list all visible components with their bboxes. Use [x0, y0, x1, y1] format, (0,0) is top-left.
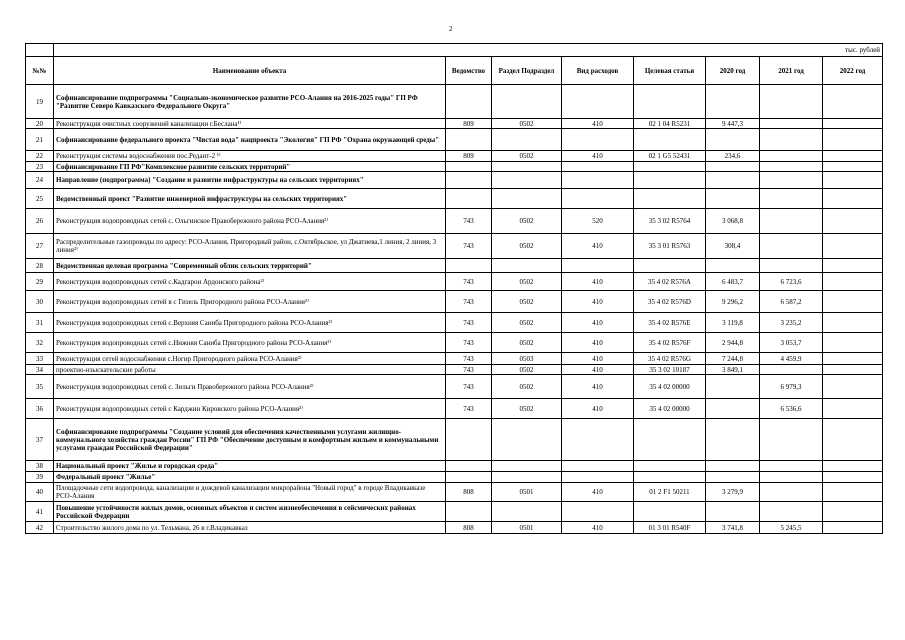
- department: [446, 162, 492, 172]
- table-row: [26, 189, 883, 209]
- department: 743: [446, 291, 492, 313]
- target-article: 35 3 02 10187: [634, 365, 706, 375]
- header-num: №№: [26, 57, 54, 85]
- object-name: Реконструкция водопроводных сетей в с Гизель Пригородного района РСО-Алания²⁾: [54, 291, 446, 313]
- target-article: [634, 129, 706, 151]
- value-2020: 3 741,8: [706, 522, 760, 534]
- value-2021: 6 723,6: [760, 273, 823, 291]
- expense-type: 410: [562, 375, 634, 399]
- header-expense-type: Вид расходов: [562, 57, 634, 85]
- section: 0501: [492, 483, 562, 502]
- object-name: Распределительные газопроводы по адресу: РСО-Алания, Пригородный район, с.Октябрьское, ул Джатиева,1 линия, 2 линия, 3 линия²⁾: [54, 234, 446, 259]
- department: 743: [446, 375, 492, 399]
- value-2020: 308,4: [706, 234, 760, 259]
- target-article: 02 1 04 R5231: [634, 119, 706, 129]
- department: [446, 172, 492, 189]
- section: [492, 162, 562, 172]
- target-article: 35 3 02 R5764: [634, 209, 706, 234]
- table-row: [26, 234, 883, 259]
- table-row: [26, 365, 883, 375]
- value-2020: [706, 259, 760, 273]
- target-article: [634, 172, 706, 189]
- header-dept: Ведомство: [446, 57, 492, 85]
- value-2020: 3 849,1: [706, 365, 760, 375]
- section: 0502: [492, 375, 562, 399]
- value-2020: 3 279,9: [706, 483, 760, 502]
- header-name: Наименование объекта: [54, 57, 446, 85]
- value-2022: [823, 419, 883, 461]
- table-row: [26, 162, 883, 172]
- target-article: 35 4 02 R576A: [634, 273, 706, 291]
- object-name: проектно-изыскательские работы: [54, 365, 446, 375]
- table-row: [26, 502, 883, 522]
- object-name: Софинансирование подпрограммы "Социально-экономическое развитие РСО-Алания на 2016-2025 годы" ГП РФ "Развитие Северо Кавказского Федерального Округа": [54, 85, 446, 119]
- row-number: 25: [26, 189, 54, 209]
- value-2022: [823, 365, 883, 375]
- row-number: 30: [26, 291, 54, 313]
- value-2022: [823, 259, 883, 273]
- value-2020: 3 068,8: [706, 209, 760, 234]
- target-article: 35 4 02 00000: [634, 375, 706, 399]
- row-number: 26: [26, 209, 54, 234]
- value-2021: [760, 85, 823, 119]
- object-name: Реконструкция сетей водоснабжения с.Ногир Пригородного района РСО-Алания²⁾: [54, 353, 446, 365]
- target-article: 35 4 02 R576F: [634, 333, 706, 353]
- header-2021: 2021 год: [760, 57, 823, 85]
- table-body: [26, 85, 883, 534]
- expense-type: 410: [562, 483, 634, 502]
- department: 809: [446, 119, 492, 129]
- value-2022: [823, 353, 883, 365]
- table-row: [26, 151, 883, 162]
- table-row: [26, 353, 883, 365]
- value-2020: [706, 419, 760, 461]
- row-number: 40: [26, 483, 54, 502]
- value-2022: [823, 472, 883, 483]
- object-name: Реконструкция водопроводных сетей с.Нижняя Саниба Пригородного района РСО-Алания²⁾: [54, 333, 446, 353]
- section: 0502: [492, 333, 562, 353]
- section: 0502: [492, 365, 562, 375]
- section: [492, 85, 562, 119]
- expense-type: [562, 162, 634, 172]
- table-row: [26, 483, 883, 502]
- row-number: 37: [26, 419, 54, 461]
- object-name: Реконструкция водопроводных сетей с. Ольгинское Правобережного района РСО-Алания²⁾: [54, 209, 446, 234]
- value-2021: 6 587,2: [760, 291, 823, 313]
- object-name: Софинансирование ГП РФ"Комплексное развитие сельских территорий": [54, 162, 446, 172]
- object-name: Софинансирование подпрограммы "Создание условий для обеспечения качественными услугами жилищно-коммунального хозяйства граждан России" ГП РФ "Обеспечение доступным и комфортным жильем и коммунальными услугами граждан Российской Федерации": [54, 419, 446, 461]
- target-article: 02 1 G5 52431: [634, 151, 706, 162]
- value-2022: [823, 209, 883, 234]
- object-name: Реконструкция очистных сооружений канализации г.Беслана¹⁾: [54, 119, 446, 129]
- expense-type: 410: [562, 234, 634, 259]
- object-name: Реконструкция водопроводных сетей с.Верхняя Саниба Пригородного района РСО-Алания²⁾: [54, 313, 446, 333]
- row-number: 28: [26, 259, 54, 273]
- department: 743: [446, 365, 492, 375]
- department: [446, 502, 492, 522]
- section: [492, 172, 562, 189]
- table-row: [26, 291, 883, 313]
- target-article: 01 3 01 R540F: [634, 522, 706, 534]
- header-2022: 2022 год: [823, 57, 883, 85]
- table-row: [26, 259, 883, 273]
- value-2021: [760, 151, 823, 162]
- value-2022: [823, 172, 883, 189]
- department: 743: [446, 399, 492, 419]
- value-2021: [760, 259, 823, 273]
- value-2021: [760, 209, 823, 234]
- department: [446, 419, 492, 461]
- value-2022: [823, 189, 883, 209]
- department: 743: [446, 313, 492, 333]
- value-2020: [706, 189, 760, 209]
- value-2020: [706, 129, 760, 151]
- value-2020: 234,6: [706, 151, 760, 162]
- table-row: [26, 333, 883, 353]
- section: [492, 259, 562, 273]
- table-row: [26, 313, 883, 333]
- department: 743: [446, 273, 492, 291]
- expense-type: 410: [562, 522, 634, 534]
- target-article: [634, 472, 706, 483]
- target-article: 35 4 02 00000: [634, 399, 706, 419]
- department: 743: [446, 333, 492, 353]
- header-section: Раздел Подраздел: [492, 57, 562, 85]
- expense-type: 410: [562, 119, 634, 129]
- expense-type: [562, 172, 634, 189]
- expense-type: [562, 472, 634, 483]
- section: 0501: [492, 522, 562, 534]
- object-name: Повышение устойчивости жилых домов, основных объектов и систем жизнеобеспечения в сейсмических районах Российской Федерации: [54, 502, 446, 522]
- row-number: 41: [26, 502, 54, 522]
- table-row: [26, 273, 883, 291]
- section: 0502: [492, 313, 562, 333]
- section: [492, 419, 562, 461]
- value-2021: [760, 461, 823, 472]
- page-number: 2: [449, 25, 453, 33]
- department: 809: [446, 151, 492, 162]
- value-2021: [760, 483, 823, 502]
- value-2021: 3 235,2: [760, 313, 823, 333]
- value-2020: [706, 172, 760, 189]
- unit-spacer-cell: [26, 44, 54, 57]
- budget-table: [25, 43, 883, 534]
- value-2022: [823, 313, 883, 333]
- object-name: Реконструкция водопроводных сетей с. Зильги Правобережного района РСО-Алания²⁾: [54, 375, 446, 399]
- value-2022: [823, 129, 883, 151]
- value-2022: [823, 151, 883, 162]
- value-2022: [823, 234, 883, 259]
- value-2022: [823, 522, 883, 534]
- object-name: Софинансирование федерального проекта "Чистая вода" нацпроекта "Экология" ГП РФ "Охрана окружающей среды": [54, 129, 446, 151]
- value-2020: 7 244,8: [706, 353, 760, 365]
- value-2021: [760, 234, 823, 259]
- value-2022: [823, 502, 883, 522]
- header-target-article: Целевая статья: [634, 57, 706, 85]
- object-name: Ведомственный проект "Развитие инженерной инфраструктуры на сельских территориях": [54, 189, 446, 209]
- value-2021: [760, 162, 823, 172]
- section: 0502: [492, 234, 562, 259]
- table-row: [26, 85, 883, 119]
- value-2020: 3 119,8: [706, 313, 760, 333]
- expense-type: 410: [562, 333, 634, 353]
- expense-type: 410: [562, 273, 634, 291]
- expense-type: [562, 259, 634, 273]
- unit-label: тыс. рублей: [54, 44, 883, 57]
- section: [492, 472, 562, 483]
- department: 808: [446, 522, 492, 534]
- expense-type: [562, 502, 634, 522]
- value-2020: [706, 85, 760, 119]
- row-number: 36: [26, 399, 54, 419]
- department: [446, 259, 492, 273]
- target-article: 35 4 02 R576E: [634, 313, 706, 333]
- value-2021: [760, 129, 823, 151]
- row-number: 21: [26, 129, 54, 151]
- value-2022: [823, 399, 883, 419]
- department: [446, 85, 492, 119]
- row-number: 23: [26, 162, 54, 172]
- target-article: [634, 162, 706, 172]
- target-article: [634, 502, 706, 522]
- value-2021: [760, 419, 823, 461]
- value-2020: 2 944,8: [706, 333, 760, 353]
- row-number: 32: [26, 333, 54, 353]
- value-2021: [760, 365, 823, 375]
- value-2020: [706, 461, 760, 472]
- department: 743: [446, 353, 492, 365]
- table-row: [26, 129, 883, 151]
- row-number: 29: [26, 273, 54, 291]
- section: 0502: [492, 399, 562, 419]
- table-row: [26, 172, 883, 189]
- expense-type: 410: [562, 291, 634, 313]
- section: 0502: [492, 209, 562, 234]
- row-number: 27: [26, 234, 54, 259]
- section: 0502: [492, 273, 562, 291]
- value-2020: [706, 162, 760, 172]
- target-article: 35 4 02 R576D: [634, 291, 706, 313]
- row-number: 34: [26, 365, 54, 375]
- target-article: [634, 461, 706, 472]
- value-2021: 6 979,3: [760, 375, 823, 399]
- value-2022: [823, 162, 883, 172]
- section: [492, 502, 562, 522]
- row-number: 33: [26, 353, 54, 365]
- object-name: Национальный проект "Жилье и городская среда": [54, 461, 446, 472]
- table-row: [26, 375, 883, 399]
- expense-type: [562, 419, 634, 461]
- object-name: Реконструкция системы водоснабжения пос.Редант-2 ¹⁾: [54, 151, 446, 162]
- value-2020: 9 296,2: [706, 291, 760, 313]
- section: 0503: [492, 353, 562, 365]
- department: 743: [446, 234, 492, 259]
- expense-type: 410: [562, 399, 634, 419]
- value-2021: 4 459,9: [760, 353, 823, 365]
- value-2022: [823, 375, 883, 399]
- header-2020: 2020 год: [706, 57, 760, 85]
- value-2022: [823, 119, 883, 129]
- object-name: Реконструкция водопроводных сетей с.Кадгарон Ардонского района²⁾: [54, 273, 446, 291]
- object-name: Площадочные сети водопровода, канализации и дождевой канализации микрорайона "Новый город" в городе Владикавказе РСО-Алания: [54, 483, 446, 502]
- table-row: [26, 461, 883, 472]
- department: [446, 189, 492, 209]
- object-name: Строительство жилого дома по ул. Тельмана, 26 в г.Владикавказ: [54, 522, 446, 534]
- target-article: [634, 419, 706, 461]
- target-article: [634, 259, 706, 273]
- object-name: Ведомственная целевая программа "Современный облик сельских территорий": [54, 259, 446, 273]
- row-number: 22: [26, 151, 54, 162]
- value-2022: [823, 483, 883, 502]
- value-2020: [706, 502, 760, 522]
- expense-type: 410: [562, 353, 634, 365]
- table-row: [26, 399, 883, 419]
- expense-type: [562, 189, 634, 209]
- target-article: [634, 189, 706, 209]
- row-number: 19: [26, 85, 54, 119]
- value-2022: [823, 273, 883, 291]
- section: [492, 189, 562, 209]
- value-2021: [760, 502, 823, 522]
- table-row: [26, 522, 883, 534]
- section: 0502: [492, 291, 562, 313]
- department: [446, 461, 492, 472]
- expense-type: [562, 85, 634, 119]
- value-2021: [760, 119, 823, 129]
- value-2021: [760, 189, 823, 209]
- object-name: Реконструкция водопроводных сетей с Карджин Кировского района РСО-Алания²⁾: [54, 399, 446, 419]
- row-number: 38: [26, 461, 54, 472]
- row-number: 39: [26, 472, 54, 483]
- target-article: 35 3 01 R5763: [634, 234, 706, 259]
- expense-type: [562, 129, 634, 151]
- value-2020: [706, 472, 760, 483]
- row-number: 31: [26, 313, 54, 333]
- row-number: 42: [26, 522, 54, 534]
- department: [446, 129, 492, 151]
- section: 0502: [492, 151, 562, 162]
- section: 0502: [492, 119, 562, 129]
- object-name: Федеральный проект "Жилье": [54, 472, 446, 483]
- expense-type: 410: [562, 365, 634, 375]
- department: 808: [446, 483, 492, 502]
- value-2020: 6 483,7: [706, 273, 760, 291]
- table-row: [26, 419, 883, 461]
- target-article: 01 2 F1 50211: [634, 483, 706, 502]
- expense-type: 520: [562, 209, 634, 234]
- row-number: 24: [26, 172, 54, 189]
- value-2022: [823, 461, 883, 472]
- value-2020: 9 447,3: [706, 119, 760, 129]
- row-number: 20: [26, 119, 54, 129]
- object-name: Направление (подпрограмма) "Создание и развитие инфраструктуры на сельских территориях": [54, 172, 446, 189]
- table-row: [26, 119, 883, 129]
- value-2021: 6 536,6: [760, 399, 823, 419]
- department: 743: [446, 209, 492, 234]
- department: [446, 472, 492, 483]
- target-article: [634, 85, 706, 119]
- value-2020: [706, 375, 760, 399]
- value-2020: [706, 399, 760, 419]
- value-2022: [823, 291, 883, 313]
- value-2022: [823, 333, 883, 353]
- header-row: [26, 57, 883, 85]
- value-2021: 3 053,7: [760, 333, 823, 353]
- section: [492, 129, 562, 151]
- table-row: [26, 209, 883, 234]
- value-2021: [760, 172, 823, 189]
- value-2021: [760, 472, 823, 483]
- expense-type: [562, 461, 634, 472]
- value-2022: [823, 85, 883, 119]
- target-article: 35 4 02 R576G: [634, 353, 706, 365]
- expense-type: 410: [562, 313, 634, 333]
- section: [492, 461, 562, 472]
- expense-type: 410: [562, 151, 634, 162]
- table-row: [26, 472, 883, 483]
- row-number: 35: [26, 375, 54, 399]
- value-2021: 5 245,5: [760, 522, 823, 534]
